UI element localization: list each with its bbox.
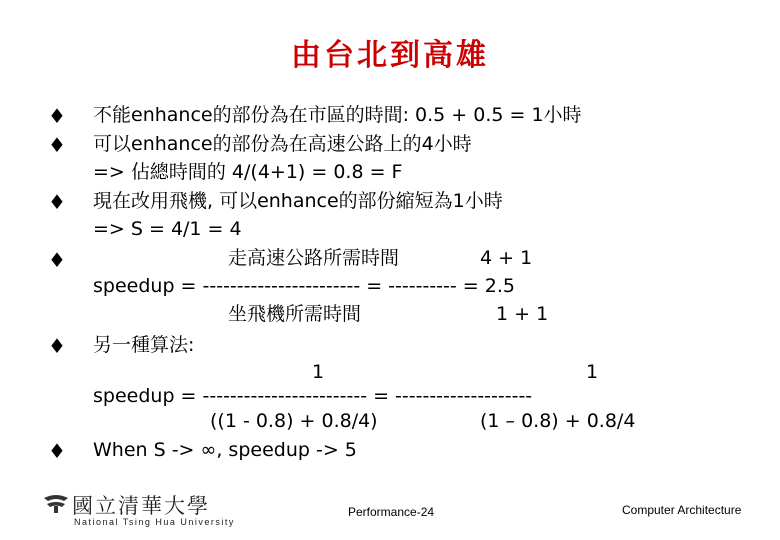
bullet-diamond-icon: ♦	[48, 248, 66, 272]
course-name: Computer Architecture	[622, 503, 742, 517]
denominator-label: 坐飛機所需時間	[228, 303, 362, 325]
line-enhanceable: 可以enhance的部份為在高速公路上的4小時	[93, 133, 472, 155]
line-non-enhanceable: 不能enhance的部份為在市區的時間: 0.5 + 0.5 = 1小時	[93, 104, 582, 126]
line-fraction-f: => 佔總時間的 4/(4+1) = 0.8 = F	[93, 161, 403, 183]
university-name-cn: 國立清華大學	[72, 494, 210, 518]
denominator-a: ((1 - 0.8) + 0.8/4)	[210, 410, 378, 432]
denominator-b: (1 – 0.8) + 0.8/4	[480, 410, 636, 432]
denominator-value: 1 + 1	[496, 303, 549, 325]
slide-title: 由台北到高雄	[291, 38, 489, 73]
page-number: Performance-24	[348, 505, 435, 519]
speedup-equation-2: speedup = ------------------------ = --------------------	[93, 385, 533, 407]
alternative-method: 另一種算法:	[93, 334, 195, 356]
bullet-diamond-icon: ♦	[48, 334, 66, 358]
line-airplane: 現在改用飛機, 可以enhance的部份縮短為1小時	[93, 190, 503, 212]
bullet-diamond-icon: ♦	[48, 133, 66, 157]
university-name-en: National Tsing Hua University	[74, 517, 235, 527]
numerator-value: 4 + 1	[480, 247, 533, 269]
bullet-diamond-icon: ♦	[48, 104, 66, 128]
bullet-diamond-icon: ♦	[48, 439, 66, 463]
numerator-label: 走高速公路所需時間	[228, 247, 400, 269]
limit-statement: When S -> ∞, speedup -> 5	[93, 439, 357, 461]
bullet-diamond-icon: ♦	[48, 190, 66, 214]
university-logo	[42, 490, 252, 530]
numerator-one-b: 1	[586, 361, 599, 383]
speedup-equation-1: speedup = ----------------------- = ---------- = 2.5	[93, 275, 515, 297]
university-emblem-icon	[42, 492, 70, 514]
numerator-one-a: 1	[312, 361, 325, 383]
line-s-value: => S = 4/1 = 4	[93, 218, 242, 240]
